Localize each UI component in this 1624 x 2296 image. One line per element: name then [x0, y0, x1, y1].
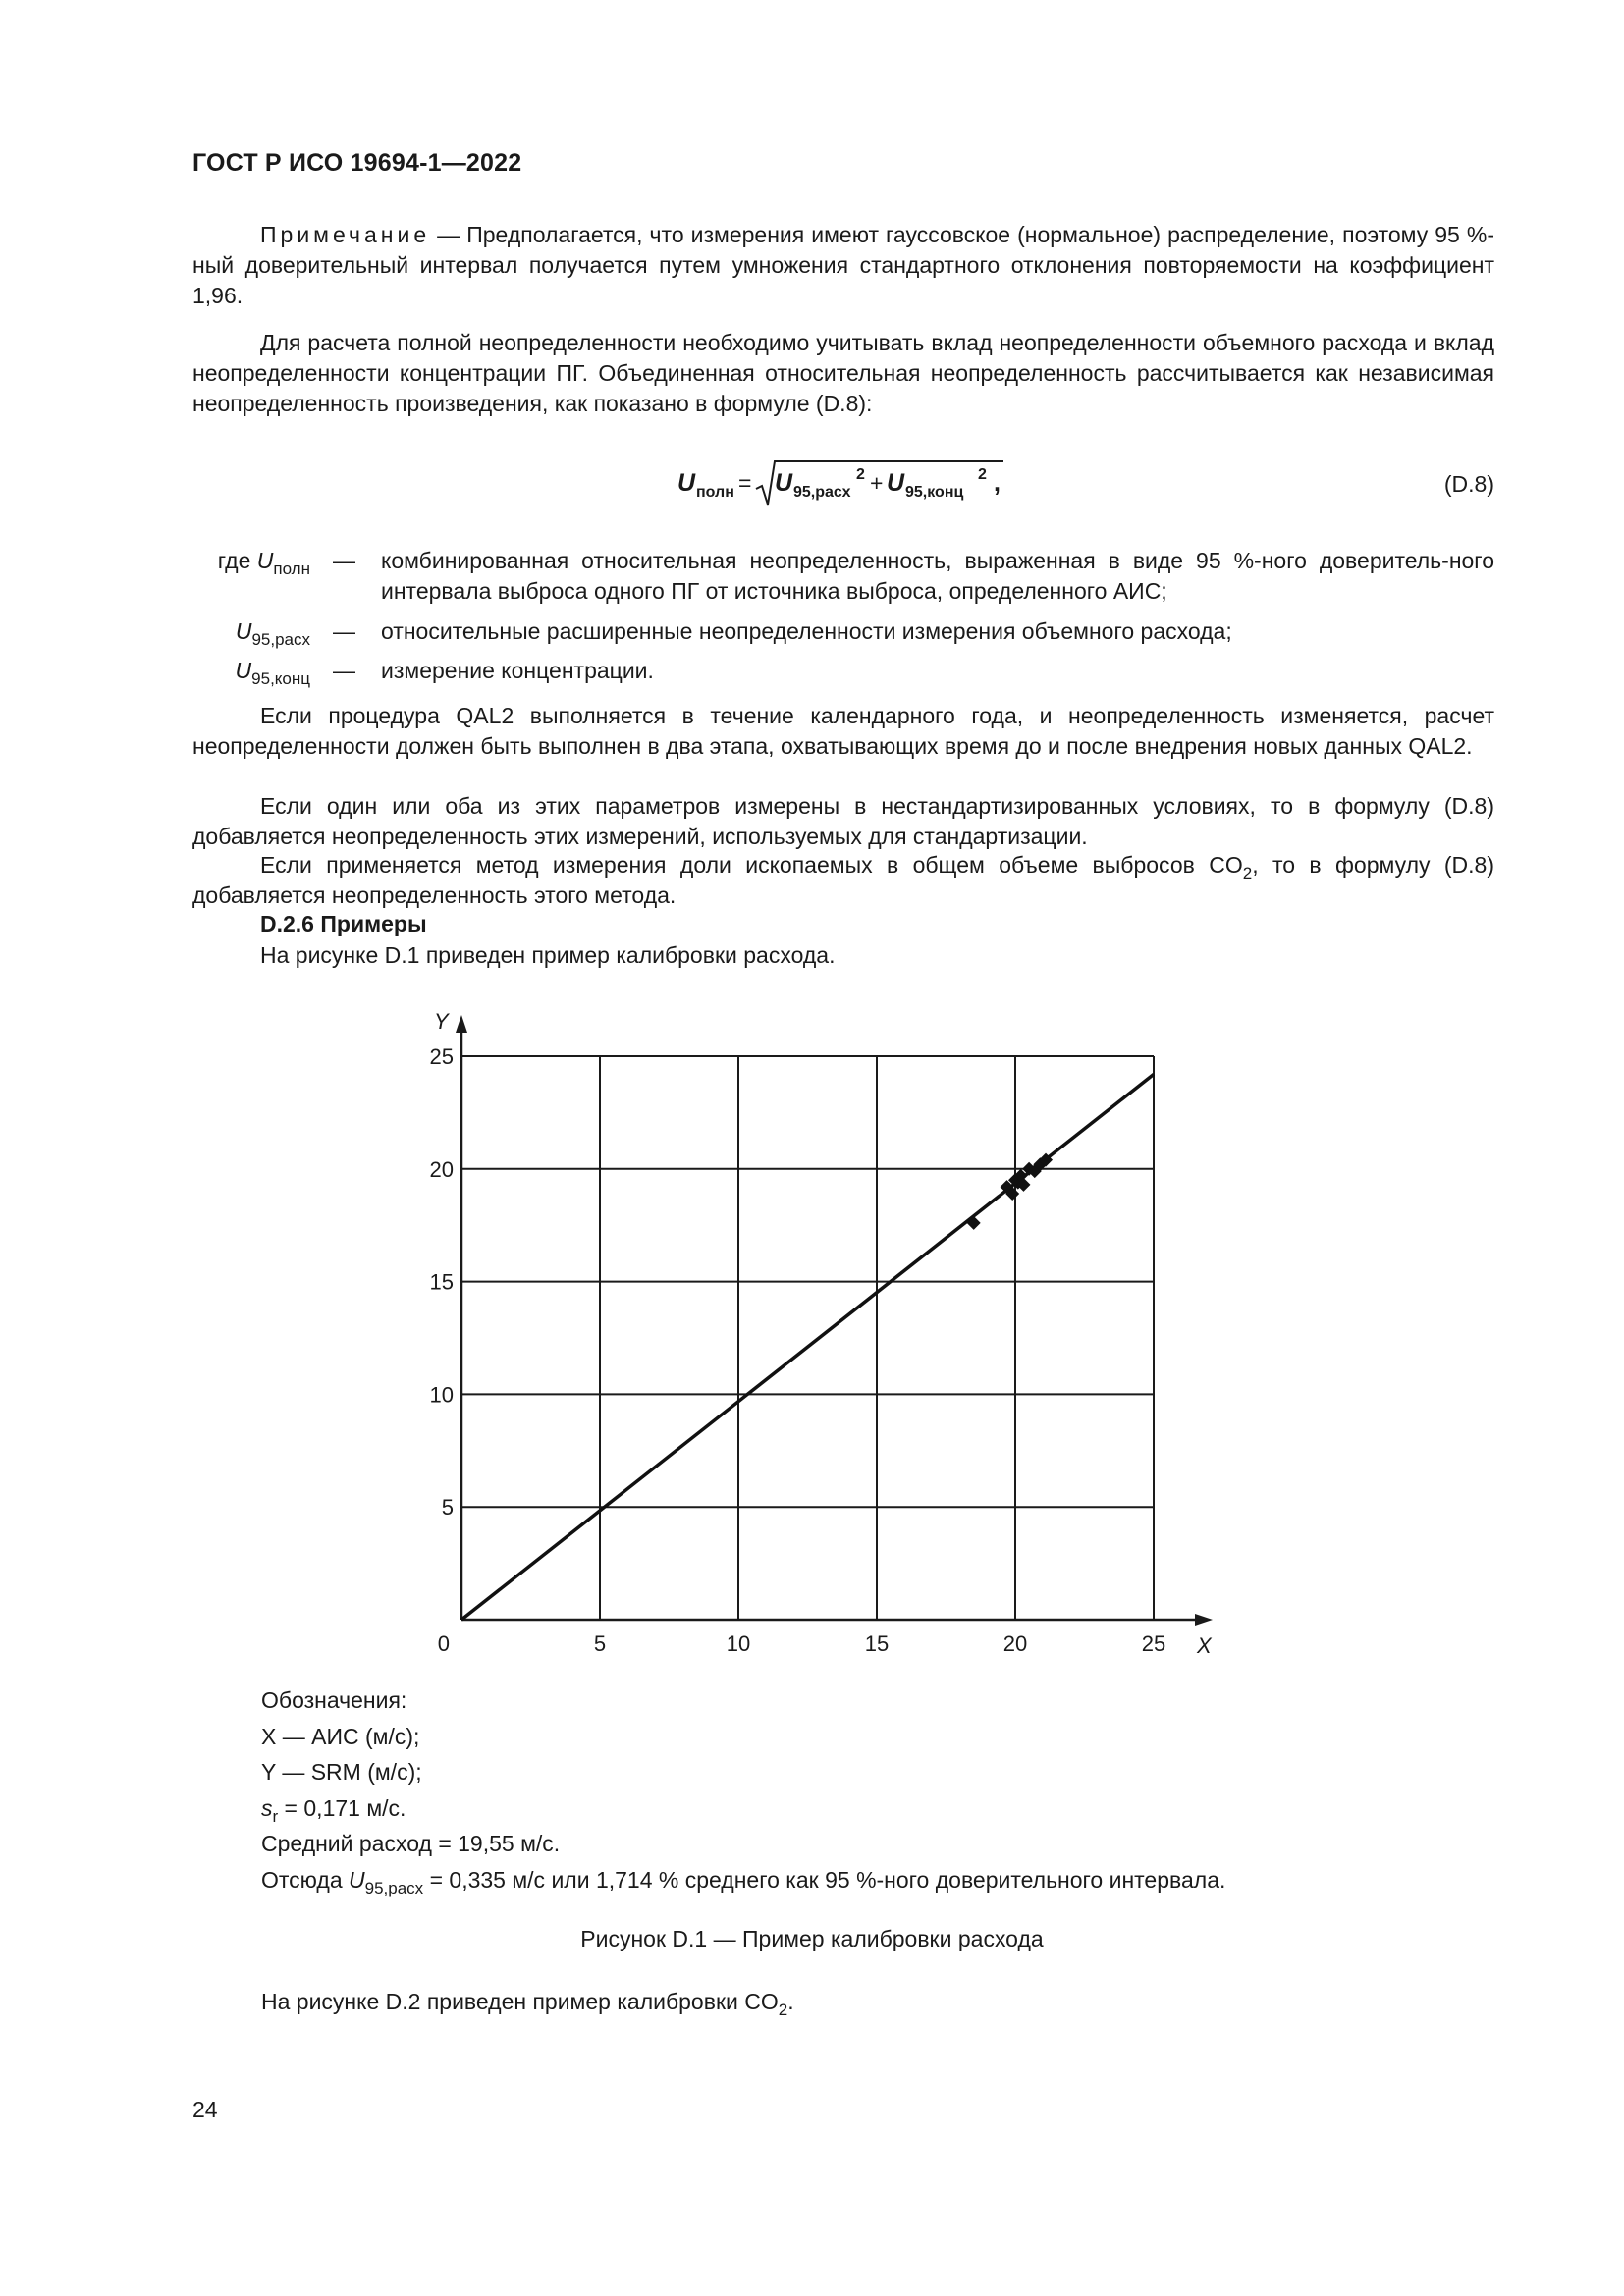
note-label: Примечание — [260, 222, 431, 247]
formula-term1-exponent: 2 — [856, 466, 865, 483]
fossil-sub: 2 — [1242, 864, 1253, 882]
hence-sub: 95,расх — [364, 1878, 424, 1897]
footer-sub: 2 — [778, 2001, 788, 2019]
legend-description: комбинированная относительная неопределенность, выраженная в виде 95 %-ного доверитель-ного интервала выброса одного ПГ от источника выброса, определенного АИС; — [381, 548, 1494, 604]
note-paragraph — [192, 220, 1494, 311]
y-tick-label: 25 — [429, 1044, 454, 1069]
x-axis-arrow-icon — [1195, 1614, 1213, 1626]
hence-prefix: Отсюда — [261, 1866, 350, 1893]
section-heading: D.2.6 Примеры — [260, 911, 427, 936]
designation-mean-flow: Средний расход = 19,55 м/с. — [261, 1831, 561, 1856]
sr-value: = 0,171 м/с. — [278, 1794, 406, 1821]
legend-row-1 — [0, 546, 1624, 609]
paragraph-fossil — [192, 850, 1494, 911]
formula-d8 — [192, 454, 1494, 512]
formula-lhs-symbol: U — [677, 469, 696, 497]
figure-caption: Рисунок D.1 — Пример калибровки расхода — [580, 1926, 1044, 1951]
page-number: 24 — [192, 2097, 218, 2122]
legend-term — [192, 656, 310, 686]
footer-paragraph — [261, 1989, 794, 2019]
chart-tick-labels — [430, 1009, 1213, 1658]
x-axis-label: X — [1197, 1633, 1212, 1658]
x-tick-label: 5 — [593, 1631, 607, 1656]
designations — [261, 1682, 1225, 1897]
legend-sub: 95,расх — [251, 630, 310, 649]
fossil-text-2: , то в формулу (D.8) добавляется неопределенность этого метода. — [192, 852, 1494, 908]
footer-text-1: На рисунке D.2 приведен пример калибровки CO — [261, 1989, 779, 2014]
designation-hence — [261, 1862, 1225, 1898]
designations-title: Обозначения: — [261, 1687, 407, 1713]
formula-term2-symbol: U — [887, 469, 905, 497]
legend-term — [192, 616, 310, 647]
y-axis-arrow-icon — [456, 1015, 467, 1033]
legend-symbol: U — [256, 548, 274, 573]
chart-points — [967, 1153, 1053, 1230]
legend-term — [189, 546, 310, 576]
legend-dash: — — [333, 618, 355, 644]
x-tick-label: 25 — [1141, 1631, 1166, 1656]
designation-sr — [261, 1790, 1225, 1827]
fossil-text-1: Если применяется метод измерения доли ископаемых в общем объеме выбросов CO — [260, 852, 1243, 878]
paragraph-nonstandard: Если один или оба из этих параметров измерены в нестандартизированных условиях, то в формулу (D.8) добавляется неопределенность этих измерений, используемых для стандартизации. — [192, 793, 1494, 849]
paragraph-qal2: Если процедура QAL2 выполняется в течение календарного года, и неопределенность изменяется, расчет неопределенности должен быть выполнен в два этапа, охватывающих время до и после внедрения новых данных QAL2. — [192, 703, 1494, 759]
designation-x: X — АИС (м/с); — [261, 1723, 420, 1749]
formula-term2-sub: 95,конц — [905, 484, 964, 501]
y-axis-label: Y — [434, 1009, 449, 1034]
page-header: ГОСТ Р ИСО 19694-1—2022 — [192, 149, 522, 177]
formula-number: (D.8) — [1443, 471, 1494, 497]
legend-symbol: U — [235, 658, 252, 683]
formula-trailing-comma: , — [994, 469, 1001, 497]
legend-row-3 — [0, 656, 1624, 689]
y-tick-label: 10 — [429, 1382, 454, 1408]
legend-dash: — — [333, 548, 355, 573]
chart-grid — [461, 1056, 1154, 1620]
footer-text-2: . — [787, 1989, 794, 2014]
hence-symbol: U — [349, 1866, 365, 1893]
flow-calibration-chart — [393, 986, 1257, 1658]
note-text: — Предполагается, что измерения имеют гауссовское (нормальное) распределение, поэтому 95 %-ный доверительный интервал получается путем умножения стандартного отклонения повторяемости на коэффициент 1,96. — [192, 222, 1494, 308]
designation-y: Y — SRM (м/с); — [261, 1759, 422, 1785]
formula-lhs-sub: полн — [696, 484, 734, 501]
hence-value: = 0,335 м/с или 1,714 % среднего как 95 %-ного доверительного интервала. — [423, 1866, 1226, 1893]
y-tick-label: 20 — [429, 1156, 454, 1182]
x-tick-label: 10 — [726, 1631, 751, 1656]
legend-sub: 95,конц — [251, 669, 310, 688]
fit-line — [461, 1074, 1154, 1620]
legend-description: измерение концентрации. — [381, 658, 654, 683]
sr-sub: r — [272, 1806, 279, 1826]
legend-where: где — [217, 548, 251, 573]
legend-dash: — — [333, 658, 355, 683]
paragraph-total-uncertainty: Для расчета полной неопределенности необходимо учитывать вклад неопределенности объемного расхода и вклад неопределенности концентрации ПГ. Объединенная относительная неопределенность рассчитывается как независимая неопределенность произведения, как показано в формуле (D.8): — [192, 330, 1494, 416]
legend-sub: полн — [273, 560, 310, 578]
legend-row-2 — [0, 616, 1624, 650]
legend-description: относительные расширенные неопределенности измерения объемного расхода; — [381, 618, 1232, 644]
formula-expression — [677, 454, 1011, 512]
formula-plus: + — [870, 470, 884, 496]
section-intro: На рисунке D.1 приведен пример калибровки расхода. — [260, 942, 836, 968]
sr-symbol: s — [261, 1794, 273, 1821]
legend-symbol: U — [235, 618, 252, 644]
formula-term1-symbol: U — [775, 469, 793, 497]
origin-label: 0 — [437, 1631, 450, 1656]
chart-fit-line-group — [461, 1074, 1154, 1620]
x-tick-label: 15 — [864, 1631, 890, 1656]
formula-equals: = — [738, 470, 752, 496]
y-tick-label: 15 — [429, 1269, 454, 1295]
formula-term1-sub: 95,расх — [793, 484, 851, 501]
y-tick-label: 5 — [441, 1495, 454, 1521]
formula-term2-exponent: 2 — [978, 466, 987, 483]
x-tick-label: 20 — [1002, 1631, 1028, 1656]
